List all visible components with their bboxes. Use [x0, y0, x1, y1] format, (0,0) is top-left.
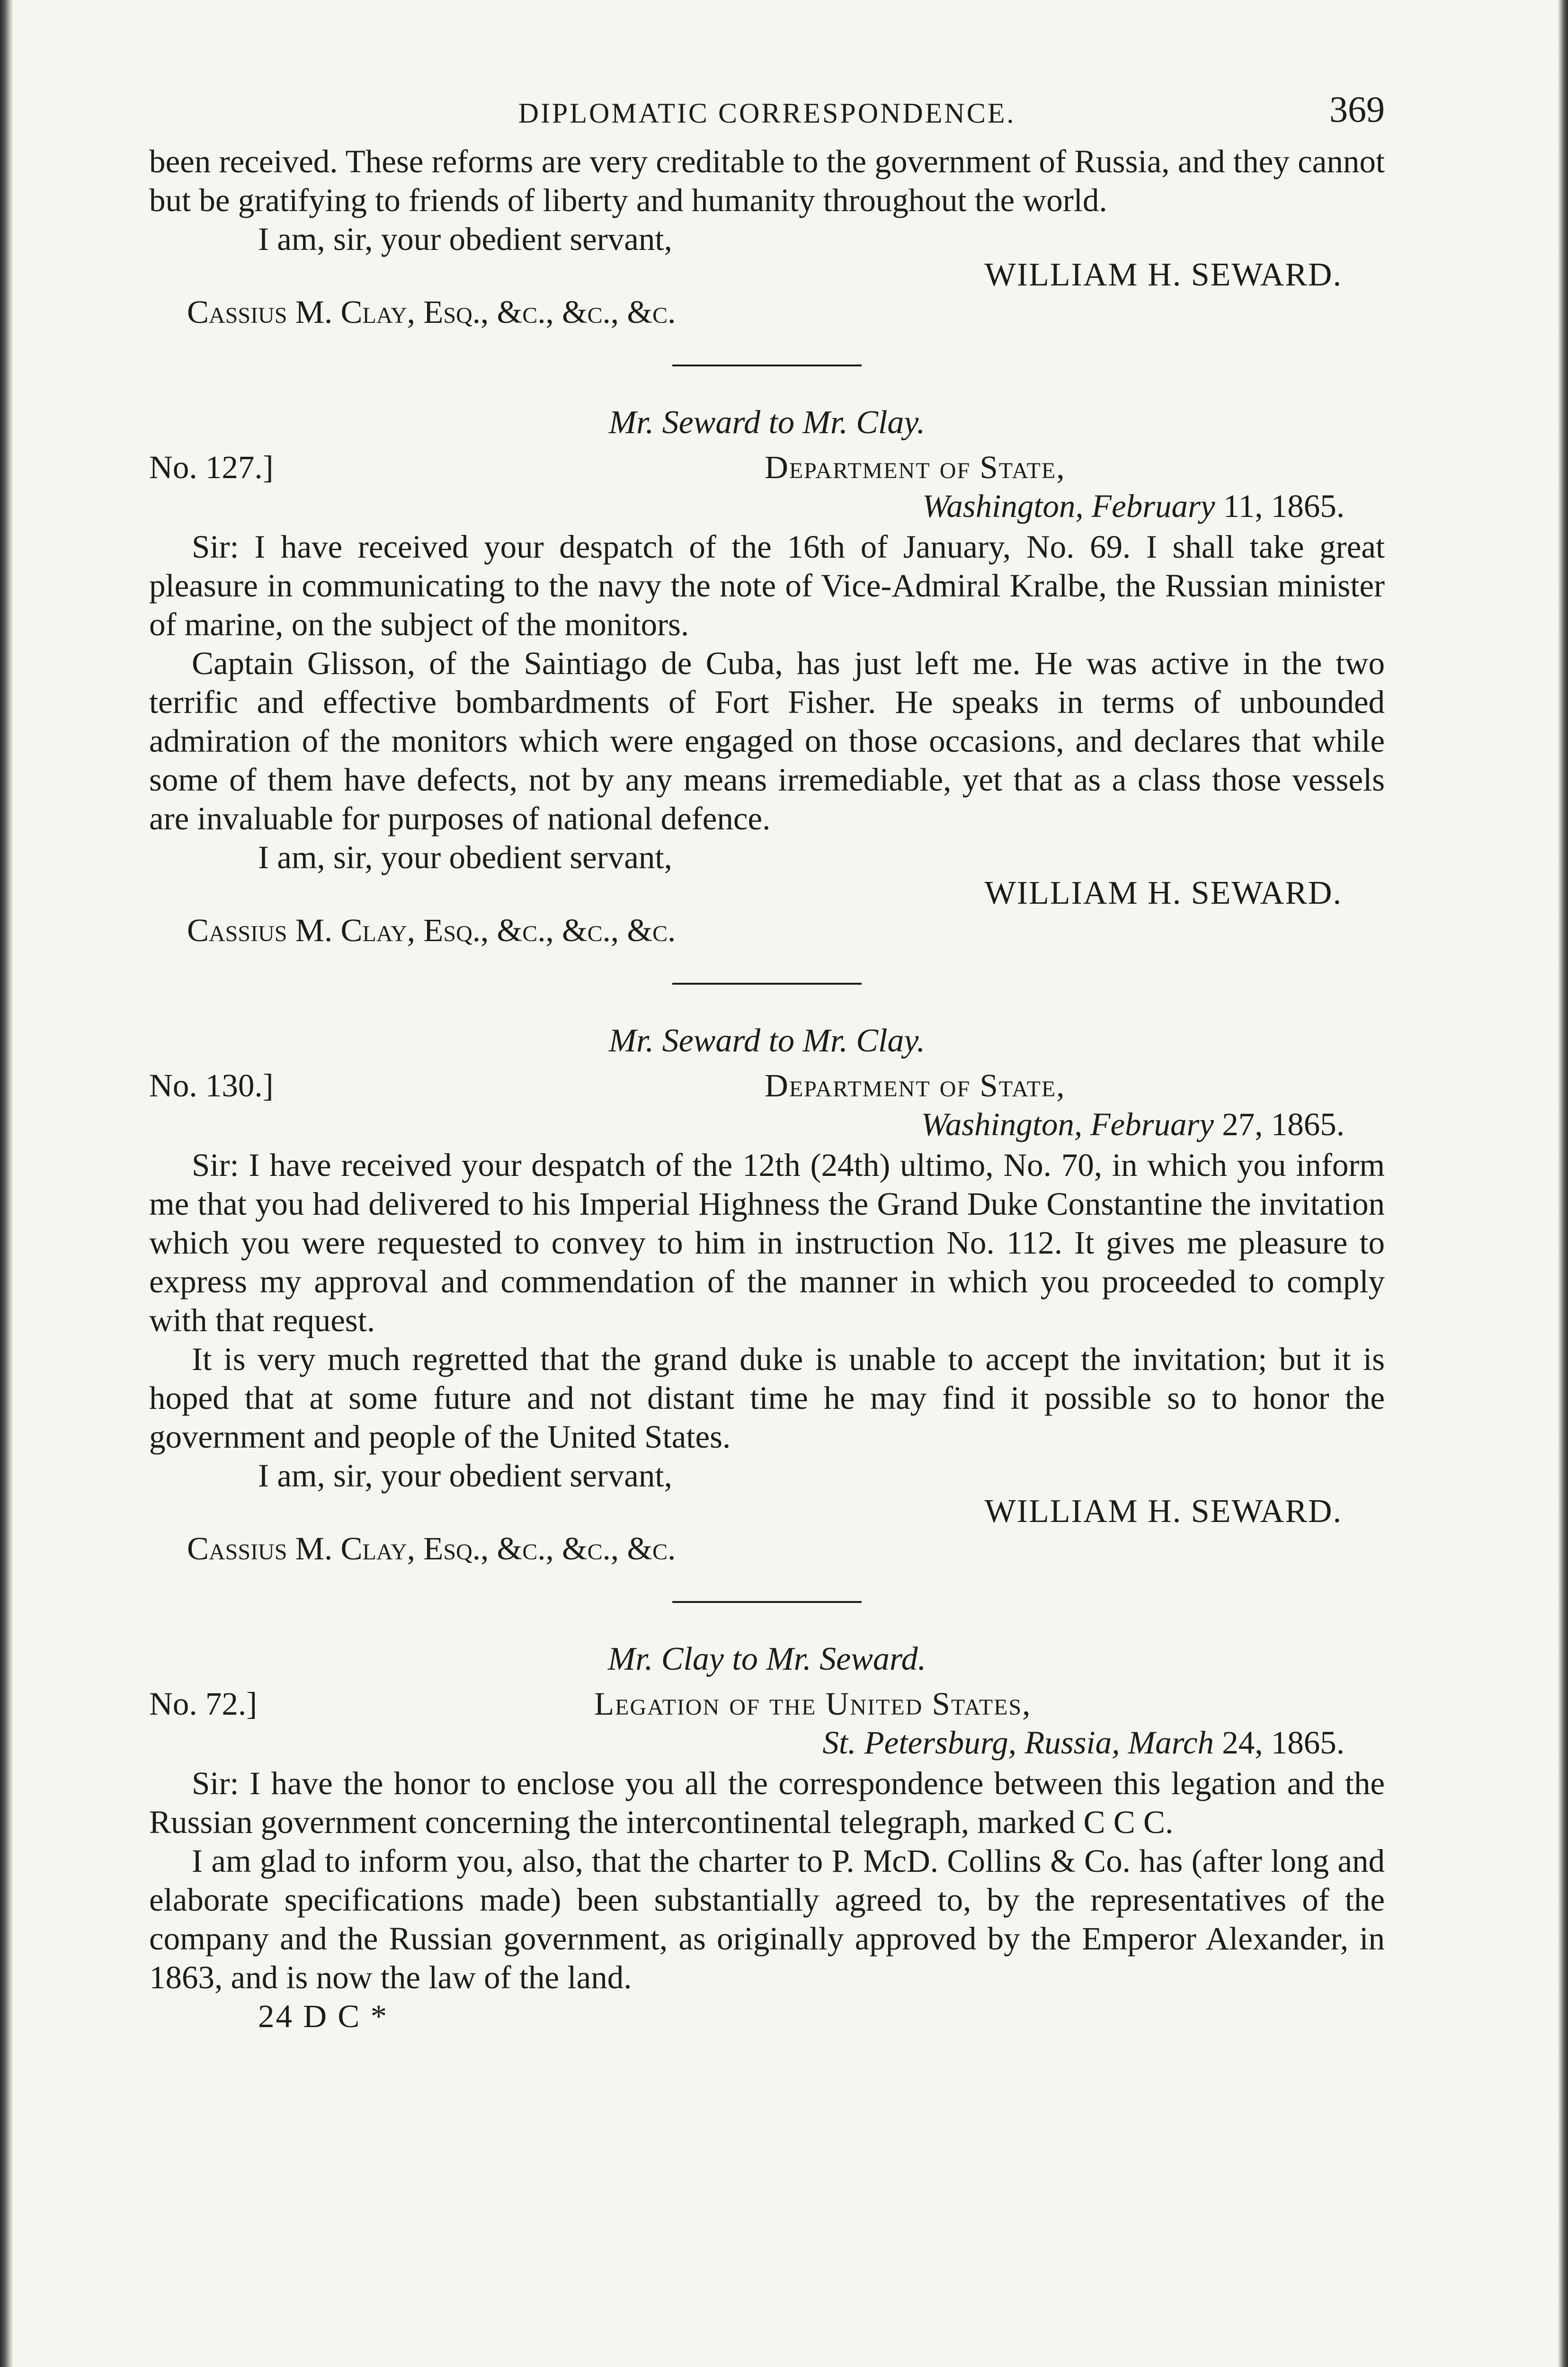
signature: WILLIAM H. SEWARD.: [984, 1493, 1342, 1530]
letter-title: Mr. Clay to Mr. Seward.: [607, 1641, 927, 1677]
page-number: 369: [1329, 89, 1385, 130]
binding-shadow-right: [1558, 0, 1568, 2367]
office: Legation of the United States,: [594, 1686, 1032, 1722]
signature-mark: 24 D C *: [258, 1998, 389, 2034]
letter-title: Mr. Seward to Mr. Clay.: [608, 1023, 926, 1059]
letter-title: Mr. Seward to Mr. Clay.: [608, 404, 926, 441]
date-day: 11, 1865.: [1215, 488, 1345, 524]
paragraph: It is very much regretted that the grand duke is unable to accept the invitation; but it is hoped that at some future and not distant time he may find it possible so to honor the government and people of the United States.: [149, 1341, 1385, 1455]
signature: WILLIAM H. SEWARD.: [984, 257, 1342, 293]
dateline: [149, 448, 1385, 527]
section-divider: [672, 365, 862, 366]
place: Washington, February: [922, 488, 1215, 524]
place: St. Petersburg, Russia, March: [822, 1725, 1214, 1761]
closing: I am, sir, your obedient servant,: [258, 1458, 672, 1494]
section-divider: [672, 1601, 862, 1603]
paragraph: Sir: I have received your despatch of the 12th (24th) ultimo, No. 70, in which you inform me that you had delivered to his Imperial Highness the Grand Duke Constantine the invitation which you were requested to convey to him in instruction No. 112. It gives me pleasure to express my approval and commendation of the manner in which you proceeded to comply with that request.: [149, 1147, 1385, 1338]
closing: I am, sir, your obedient servant,: [258, 839, 672, 875]
office: Department of State,: [765, 1068, 1066, 1103]
letter-72: [149, 1640, 1385, 1997]
signature: WILLIAM H. SEWARD.: [984, 875, 1342, 911]
letter-127: [149, 403, 1385, 950]
place: Washington, February: [921, 1106, 1214, 1142]
place-date: [822, 1723, 1345, 1762]
page-header: [149, 90, 1385, 142]
document-page: [149, 90, 1385, 2036]
date-day: 24, 1865.: [1214, 1725, 1345, 1761]
office: Department of State,: [765, 449, 1066, 485]
closing: I am, sir, your obedient servant,: [258, 221, 672, 257]
continuation-text: been received. These reforms are very creditable to the government of Russia, and they cannot but be gratifying to friends of liberty and humanity throughout the world.: [149, 143, 1385, 218]
dateline: [149, 1066, 1385, 1146]
addressee: Cassius M. Clay, Esq., &c., &c., &c.: [187, 1531, 676, 1566]
section-divider: [672, 983, 862, 985]
addressee: Cassius M. Clay, Esq., &c., &c., &c.: [187, 294, 676, 330]
despatch-number: No. 127.]: [149, 449, 274, 485]
letter-130: [149, 1022, 1385, 1568]
place-date: [922, 487, 1345, 525]
paragraph: I am glad to inform you, also, that the charter to P. McD. Collins & Co. has (after long and elaborate specifications made) been substantially agreed to, by the representatives of the company and the Russian government, as originally approved by the Emperor Alexander, in 1863, and is now the law of the land.: [149, 1843, 1385, 1995]
addressee: Cassius M. Clay, Esq., &c., &c., &c.: [187, 912, 676, 948]
despatch-number: No. 130.]: [149, 1068, 274, 1103]
paragraph: Sir: I have the honor to enclose you all the correspondence between this legation and the Russian government concerning the intercontinental telegraph, marked C C C.: [149, 1765, 1385, 1840]
paragraph: Captain Glisson, of the Saintiago de Cuba, has just left me. He was active in the two terrific and effective bombardments of Fort Fisher. He speaks in terms of unbounded admiration of the monitors which were engaged on those occasions, and declares that while some of them have defects, not by any means irremediable, yet that as a class those vessels are invaluable for purposes of national defence.: [149, 645, 1385, 836]
place-date: [921, 1105, 1345, 1144]
binding-shadow-left: [0, 0, 13, 2367]
paragraph: Sir: I have received your despatch of the 16th of January, No. 69. I shall take great pleasure in communicating to the navy the note of Vice-Admiral Kralbe, the Russian minister of marine, on the subject of the monitors.: [149, 529, 1385, 642]
date-day: 27, 1865.: [1214, 1106, 1345, 1142]
running-head: DIPLOMATIC CORRESPONDENCE.: [518, 98, 1016, 129]
despatch-number: No. 72.]: [149, 1686, 258, 1722]
dateline: [149, 1684, 1385, 1764]
